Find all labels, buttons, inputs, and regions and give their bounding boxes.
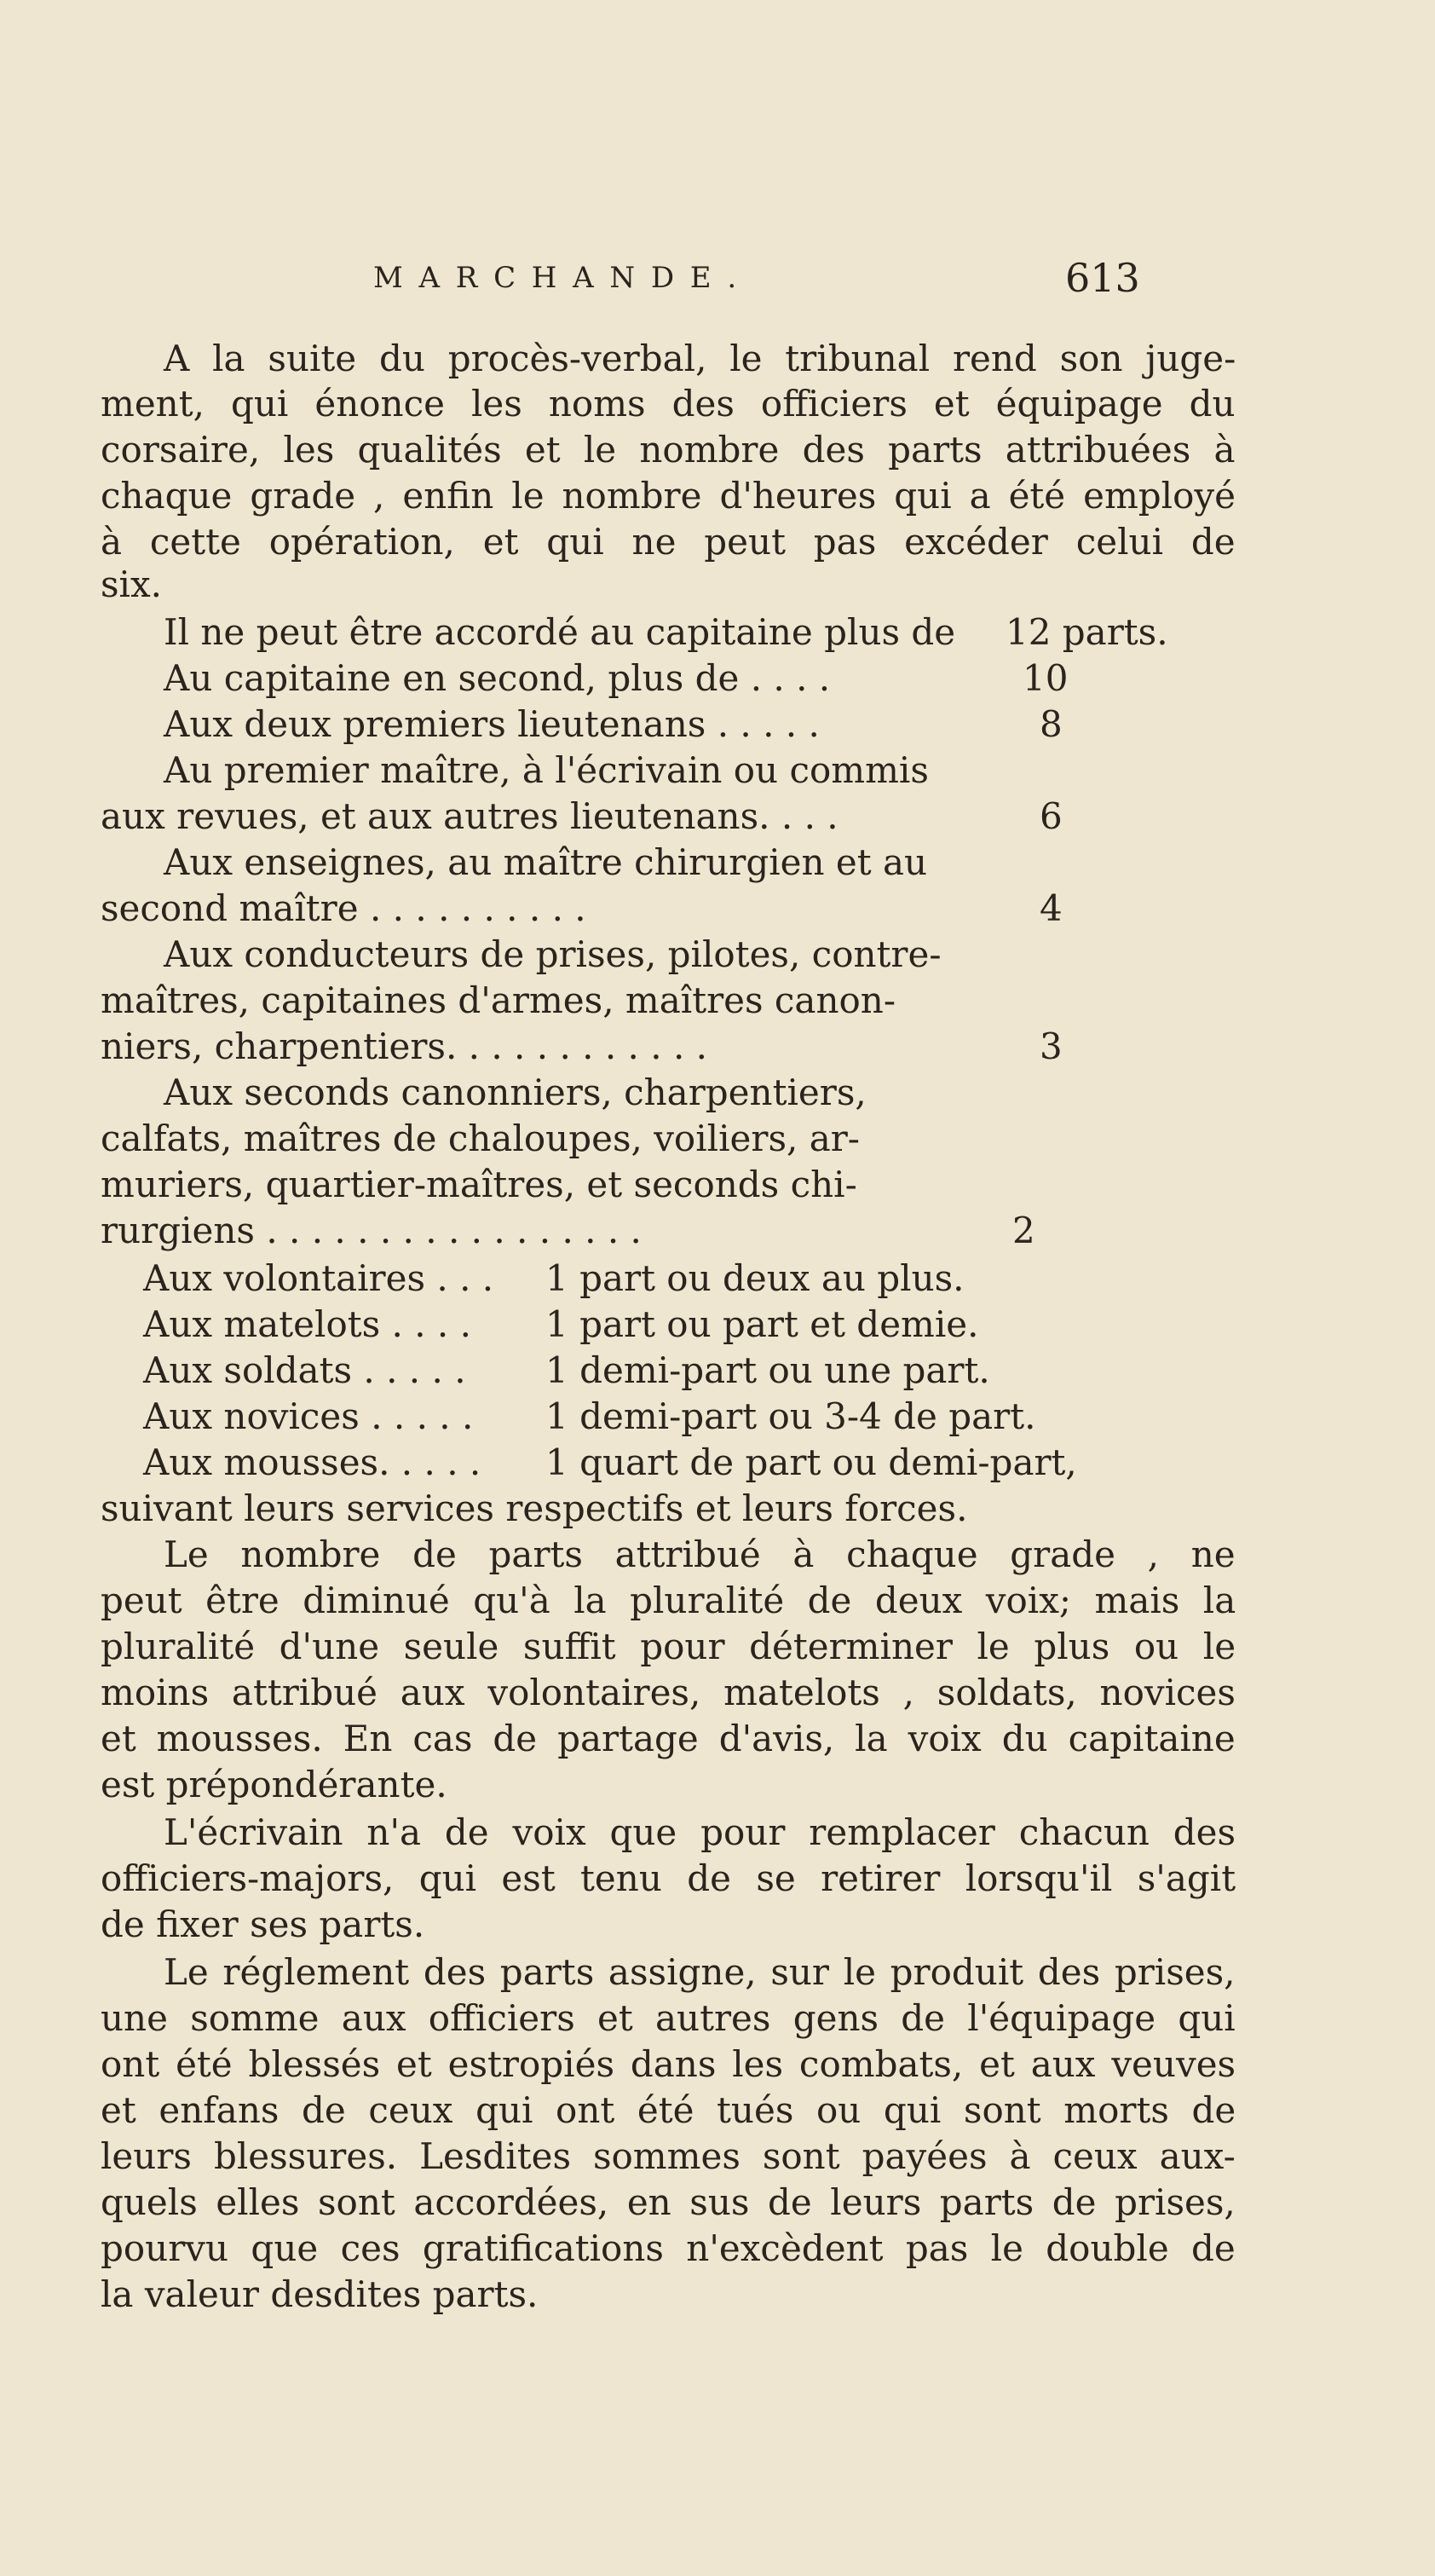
- share-grade: Aux enseignes, au maître chirurgien et au: [164, 841, 928, 883]
- intro-line: chaque grade , enfin le nombre d'heures qui a été employé: [101, 475, 1236, 517]
- body-line: peut être diminué qu'à la pluralité de deux voix; mais la: [101, 1580, 1236, 1621]
- share-grade: aux revues, et aux autres lieutenans. . . .: [101, 795, 839, 837]
- share-count: 2: [1012, 1210, 1035, 1251]
- body-line: et mousses. En cas de partage d'avis, la voix du capitaine: [101, 1718, 1236, 1759]
- intro-line: six.: [101, 563, 163, 605]
- crew-grade: Aux mousses. . . . .: [143, 1441, 481, 1483]
- body-line: pourvu que ces gratifications n'excèdent pas le double de: [101, 2227, 1236, 2269]
- body-line: pluralité d'une seule suffit pour déterminer le plus ou le: [101, 1626, 1236, 1667]
- page-number: 613: [1065, 255, 1140, 301]
- share-grade: Aux seconds canonniers, charpentiers,: [164, 1071, 867, 1113]
- share-grade: Aux deux premiers lieutenans . . . . .: [164, 703, 820, 745]
- running-head: MARCHANDE.: [373, 261, 752, 295]
- crew-grade: Aux soldats . . . . .: [143, 1349, 466, 1391]
- body-line: la valeur desdites parts.: [101, 2273, 539, 2315]
- body-line: ont été blessés et estropiés dans les combats, et aux veuves: [101, 2043, 1236, 2085]
- body-line: une somme aux officiers et autres gens de l'équipage qui: [101, 1997, 1236, 2039]
- share-count: 6: [1040, 795, 1063, 837]
- body-line: Le réglement des parts assigne, sur le produit des prises,: [164, 1951, 1236, 1993]
- share-grade: niers, charpentiers. . . . . . . . . . . .: [101, 1025, 708, 1067]
- share-count: 8: [1040, 703, 1063, 745]
- intro-line: à cette opération, et qui ne peut pas excéder celui de: [101, 521, 1236, 563]
- body-line: quels elles sont accordées, en sus de leurs parts de prises,: [101, 2181, 1236, 2223]
- share-count: 12 parts.: [1006, 611, 1168, 653]
- share-grade: Il ne peut être accordé au capitaine plus de: [164, 611, 956, 653]
- body-line: est prépondérante.: [101, 1764, 447, 1805]
- share-count: 10: [1023, 657, 1069, 699]
- intro-line: A la suite du procès-verbal, le tribunal rend son juge-: [164, 338, 1236, 379]
- share-grade: calfats, maîtres de chaloupes, voiliers, ar-: [101, 1118, 861, 1159]
- body-line: moins attribué aux volontaires, matelots , soldats, novices: [101, 1672, 1236, 1713]
- crew-grade: Aux matelots . . . .: [143, 1303, 471, 1345]
- share-grade: second maître . . . . . . . . . .: [101, 887, 586, 929]
- share-grade: Au premier maître, à l'écrivain ou commis: [164, 749, 929, 791]
- body-line: et enfans de ceux qui ont été tués ou qui sont morts de: [101, 2089, 1236, 2131]
- crew-grade: Aux novices . . . . .: [143, 1395, 474, 1437]
- crew-share: 1 demi-part ou 3-4 de part.: [545, 1395, 1036, 1437]
- share-grade: rurgiens . . . . . . . . . . . . . . . . .: [101, 1210, 642, 1251]
- share-grade: maîtres, capitaines d'armes, maîtres canon-: [101, 979, 896, 1021]
- crew-grade: Aux volontaires . . .: [143, 1257, 494, 1299]
- intro-line: corsaire, les qualités et le nombre des parts attribuées à: [101, 429, 1236, 471]
- share-count: 3: [1040, 1025, 1063, 1067]
- body-line: leurs blessures. Lesdites sommes sont payées à ceux aux-: [101, 2135, 1236, 2177]
- body-line: de fixer ses parts.: [101, 1903, 425, 1945]
- share-grade: muriers, quartier-maîtres, et seconds chi-: [101, 1164, 857, 1205]
- crew-share: 1 quart de part ou demi-part,: [545, 1441, 1077, 1483]
- crew-share: 1 part ou deux au plus.: [545, 1257, 965, 1299]
- crew-share: 1 part ou part et demie.: [545, 1303, 979, 1345]
- share-grade: Au capitaine en second, plus de . . . .: [164, 657, 831, 699]
- body-line: officiers-majors, qui est tenu de se retirer lorsqu'il s'agit: [101, 1857, 1236, 1899]
- share-grade: Aux conducteurs de prises, pilotes, contre-: [164, 933, 942, 975]
- body-line: Le nombre de parts attribué à chaque grade , ne: [164, 1533, 1236, 1575]
- body-line: L'écrivain n'a de voix que pour remplacer chacun des: [164, 1811, 1236, 1853]
- intro-line: ment, qui énonce les noms des officiers et équipage du: [101, 383, 1236, 425]
- body-line: suivant leurs services respectifs et leurs forces.: [101, 1487, 968, 1529]
- share-count: 4: [1040, 887, 1063, 929]
- crew-share: 1 demi-part ou une part.: [545, 1349, 990, 1391]
